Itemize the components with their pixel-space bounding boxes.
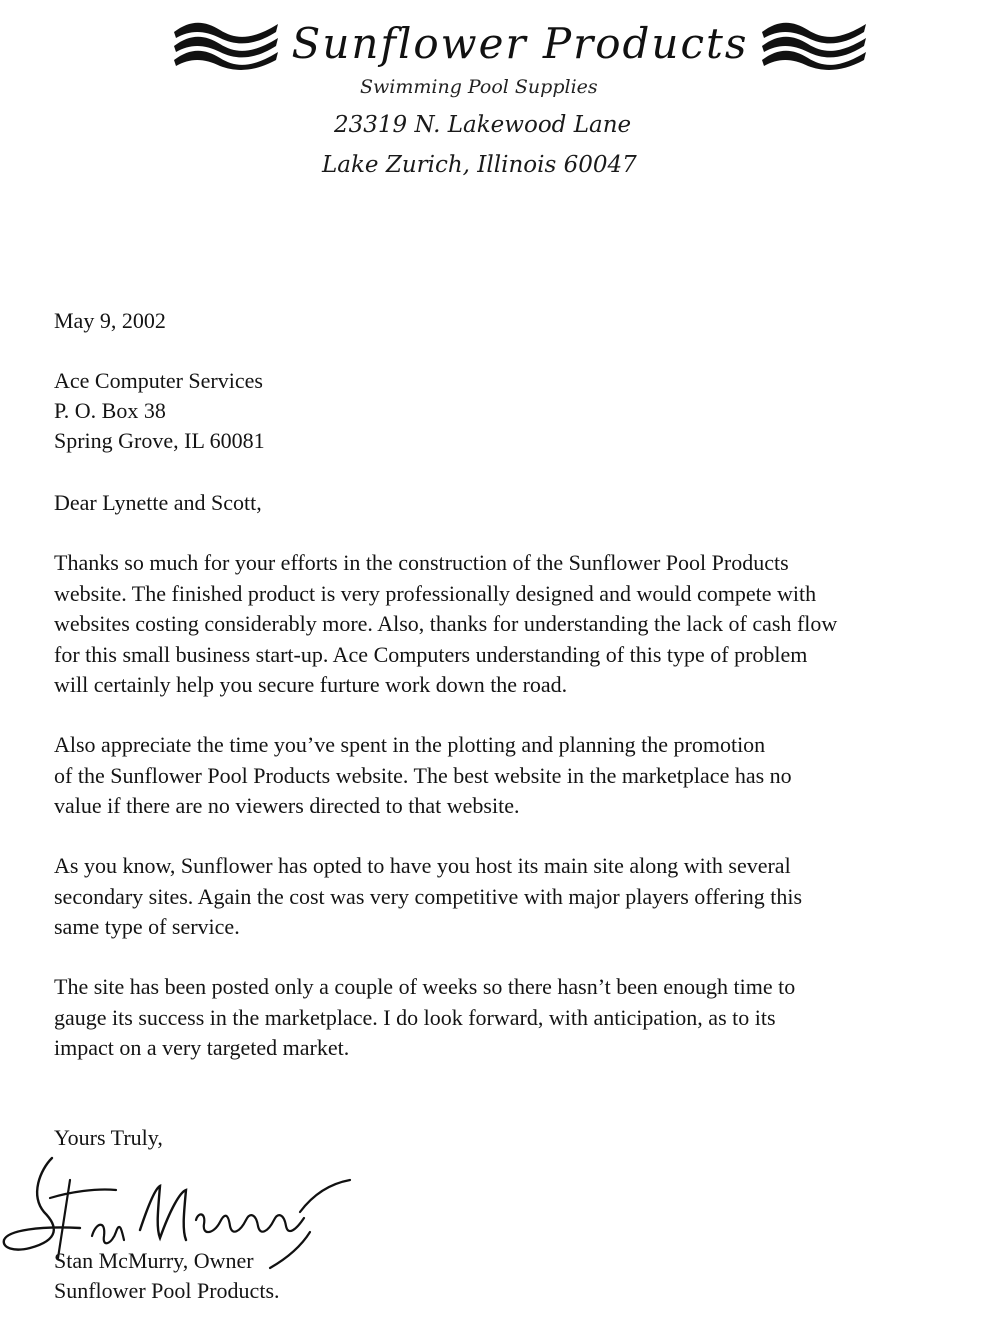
recipient-line: Spring Grove, IL 60081 (54, 428, 265, 453)
body-paragraph (54, 851, 994, 943)
paragraph-line: impact on a very targeted market. (54, 1035, 350, 1060)
paragraph-line: website. The finished product is very professionally designed and would compete with (54, 580, 817, 606)
closing: Yours Truly, (54, 1125, 163, 1150)
paragraph-line: secondary sites. Again the cost was very competitive with major players offering this (54, 883, 803, 909)
recipient-line: Ace Computer Services (54, 368, 263, 393)
paragraph-line: same type of service. (54, 914, 240, 939)
body-paragraph (54, 730, 994, 822)
paragraph-line: of the Sunflower Pool Products website. The best website in the marketplace has no (54, 762, 792, 788)
paragraph-line: for this small business start-up. Ace Computers understanding of this type of problem (54, 641, 808, 667)
letterhead (0, 0, 1001, 190)
letterhead-address-street: 23319 N. Lakewood Lane (334, 112, 632, 138)
letterhead-address-city: Lake Zurich, Illinois 60047 (322, 152, 637, 178)
wave-logo-icon (758, 18, 870, 70)
signer-company: Sunflower Pool Products. (54, 1278, 280, 1303)
body-paragraph (54, 548, 994, 701)
paragraph-line: websites costing considerably more. Also, thanks for understanding the lack of cash flow (54, 611, 838, 636)
company-name: Sunflower Products (291, 19, 749, 68)
paragraph-line: value if there are no viewers directed to that website. (54, 793, 520, 818)
paragraph-line: The site has been posted only a couple of weeks so there hasn’t been enough time to (54, 974, 796, 999)
signer-name: Stan McMurry, Owner (54, 1248, 254, 1273)
paragraph-line: As you know, Sunflower has opted to have you host its main site along with several (54, 853, 791, 878)
paragraph-line: will certainly help you secure furture work down the road. (54, 672, 568, 697)
paragraph-line: Also appreciate the time you’ve spent in the plotting and planning the promotion (54, 732, 766, 757)
body-paragraph (54, 972, 994, 1064)
recipient-line: P. O. Box 38 (54, 398, 166, 423)
letter-date: May 9, 2002 (54, 308, 166, 333)
wave-logo-icon (170, 18, 282, 70)
tagline: Swimming Pool Supplies (360, 76, 598, 98)
paragraph-line: Thanks so much for your efforts in the construction of the Sunflower Pool Products (54, 550, 789, 575)
brand-line (170, 14, 870, 74)
salutation: Dear Lynette and Scott, (54, 490, 262, 515)
paragraph-line: gauge its success in the marketplace. I do look forward, with anticipation, as to its (54, 1004, 776, 1030)
